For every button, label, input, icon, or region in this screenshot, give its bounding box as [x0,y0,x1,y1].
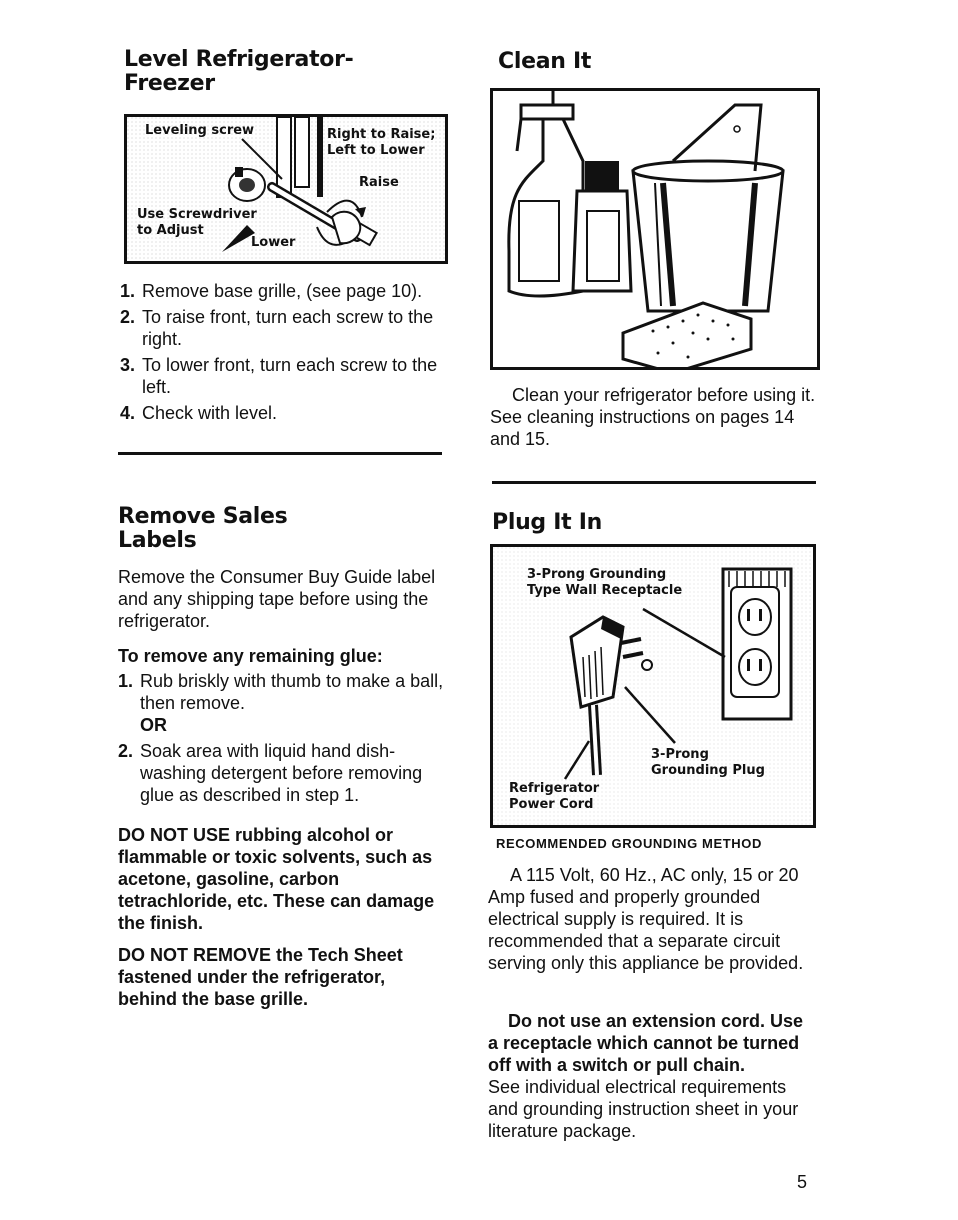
label-cord-line2: Power Cord [509,797,594,812]
section-divider [118,452,442,455]
leveling-figure [124,114,448,264]
labels-heading-line2: Labels [118,528,197,553]
page-number: 5 [797,1172,808,1192]
label-to-adjust: to Adjust [137,223,204,238]
label-plug-line1: 3-Prong [651,747,709,762]
label-receptacle-line2: Type Wall Receptacle [527,583,683,598]
label-plug-line2: Grounding Plug [651,763,765,778]
level-heading-line1: Level Refrigerator- [124,47,354,72]
label-cord-line1: Refrigerator [509,781,600,796]
cleaning-illustration [493,91,817,367]
label-right-to-raise: Right to Raise; [327,127,436,142]
or-label: OR [140,715,167,735]
label-use-screwdriver: Use Screwdriver [137,207,257,222]
list-item: 3. To lower front, turn each screw to the left. [120,355,438,397]
list-item: 4. Check with level. [120,403,278,423]
electrical-requirements: A 115 Volt, 60 Hz., AC only, 15 or 20 Amp fused and properly grounded electrical supply is required. It is recommended that a separate circuit serving only this appliance be provided. [488,865,804,973]
glue-subheading: To remove any remaining glue: [118,646,383,666]
clean-heading: Clean It [498,49,592,74]
label-leveling-screw: Leveling screw [145,123,255,138]
list-item: 1. Rub briskly with thumb to make a ball, then remove. [118,671,444,713]
grounding-figure [490,544,816,828]
section-divider [492,481,816,484]
label-left-to-lower: Left to Lower [327,143,425,158]
labels-heading-line1: Remove Sales [118,504,288,529]
label-raise: Raise [359,175,399,190]
glue-steps [118,670,448,810]
figure-caption: RECOMMENDED GROUNDING METHOD [496,836,762,851]
clean-text: Clean your refrigerator before using it. See cleaning instructions on pages 14 and 15. [490,385,816,449]
labels-intro: Remove the Consumer Buy Guide label and any shipping tape before using the refrigerator. [118,567,436,631]
list-item: 2. To raise front, turn each screw to the right. [120,307,434,349]
plug-heading: Plug It In [492,510,602,535]
labels-heading [118,505,438,553]
list-item: 2. Soak area with liquid hand dish-washing detergent before removing glue as described in step 1. [118,741,423,805]
level-steps [120,280,450,428]
warning-tech-sheet: DO NOT REMOVE the Tech Sheet fastened under the refrigerator, behind the base grille. [118,945,403,1009]
cleaning-figure [490,88,820,370]
warning-solvents: DO NOT USE rubbing alcohol or flammable or toxic solvents, such as acetone, gasoline, carbon tetrachloride, etc. These can damage the finish. [118,825,435,933]
extension-cord-warning: Do not use an extension cord. Use a receptacle which cannot be turned off with a switch or pull chain. See individual electrical requirements and grounding instruction sheet in your literature package. [488,1011,804,1141]
label-lower: Lower [251,235,296,250]
label-receptacle-line1: 3-Prong Grounding [527,567,667,582]
level-heading [124,48,424,96]
level-heading-line2: Freezer [124,71,215,96]
list-item: 1. Remove base grille, (see page 10). [120,281,423,301]
